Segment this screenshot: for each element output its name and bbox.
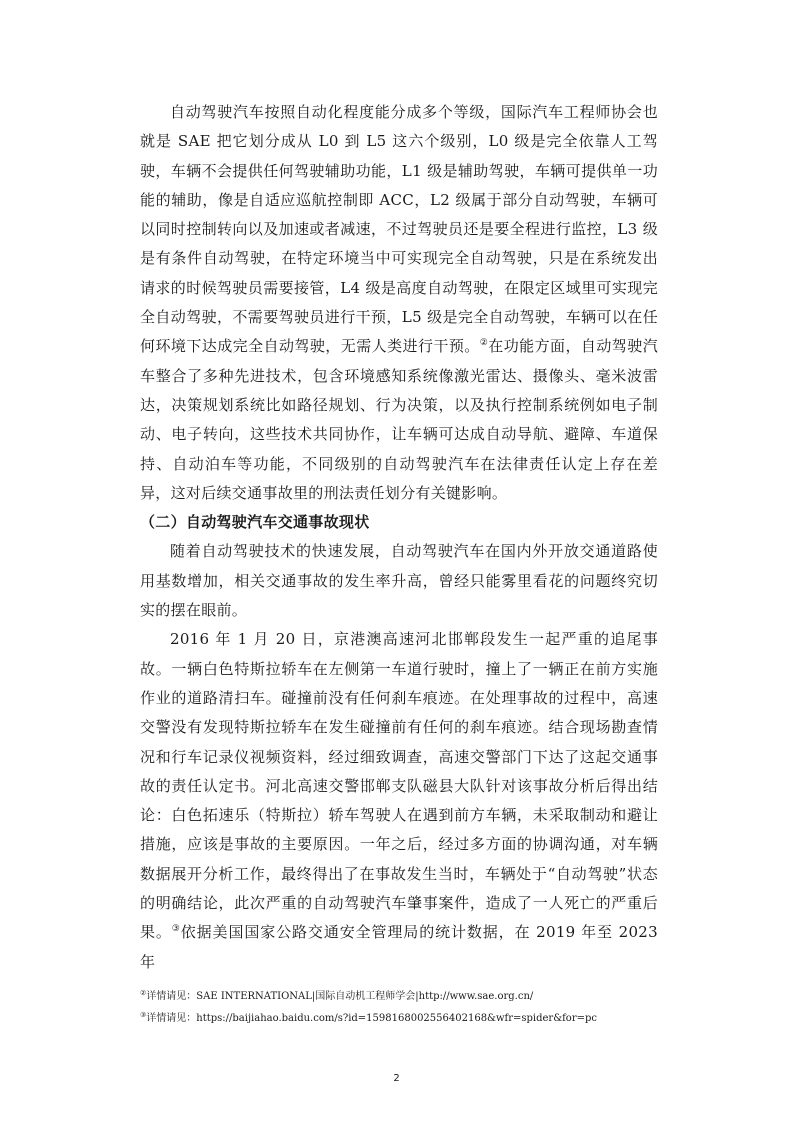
paragraph-text: 依据美国国家公路交通安全管理局的统计数据，在 2019 年至 2023 年 [140,923,658,971]
footnote-ref-2[interactable]: ② [479,338,489,349]
footnote-mark: ② [140,989,147,997]
body-text [140,98,658,977]
footnote-ref-3[interactable]: ③ [171,924,181,935]
footnote-text: 详情请见：https://baijiahao.baidu.com/s?id=1598168002556402168&wfr=spider&for=pc [146,1013,597,1024]
section-heading: （二）自动驾驶汽车交通事故现状 [140,513,370,532]
paragraph-tesla-case [140,625,658,977]
paragraph-text: 自动驾驶汽车按照自动化程度能分成多个等级，国际汽车工程师协会也就是 SAE 把它划分成从 L0 到 L5 这六个级别，L0 级是完全依靠人工驾驶，车辆不会提供任何驾驶辅助功能，L1 级是辅助驾驶，车辆可提供单一功能的辅助，像是自适应巡航控制即 ACC，L2 级属于部分自动驾驶，车辆可以同时控制转向以及加速或者减速，不过驾驶员还是要全程进行监控，L3 级是有条件自动驾驶，在特定环境当中可实现完全自动驾驶，只是在系统发出请求的时候驾驶员需要接管，L4 级是高度自动驾驶，在限定区域里可实现完全自动驾驶，不需要驾驶员进行干预，L5 级是完全自动驾驶，车辆可以在任何环境下达成完全自动驾驶，无需人类进行干预。 [140,103,658,356]
paragraph-autonomy-levels [140,98,658,508]
paragraph-accident-status: 随着自动驾驶技术的快速发展，自动驾驶汽车在国内外开放交通道路使用基数增加，相关交通事故的发生率升高，曾经只能雾里看花的问题终究切实的摆在眼前。 [140,542,658,620]
footnote-3 [140,1008,680,1030]
footnotes [140,986,680,1030]
paragraph-text: 2016 年 1 月 20 日，京港澳高速河北邯郸段发生一起严重的追尾事故。一辆白色特斯拉轿车在左侧第一车道行驶时，撞上了一辆正在前方实施作业的道路清扫车。碰撞前没有任何刹车痕迹。在处理事故的过程中，高速交警没有发现特斯拉轿车在发生碰撞前有任何的刹车痕迹。结合现场勘查情况和行车记录仪视频资料，经过细致调查，高速交警部门下达了这起交通事故的责任认定书。河北高速交警邯郸支队磁县大队针对该事故分析后得出结论：白色拓速乐（特斯拉）轿车驾驶人在遇到前方车辆，未采取制动和避让措施，应该是事故的主要原因。一年之后，经过多方面的协调沟通，对车辆数据展开分析工作，最终得出了在事故发生当时，车辆处于“自动驾驶”状态的明确结论，此次严重的自动驾驶汽车肇事案件，造成了一人死亡的严重后果。 [140,630,658,942]
paragraph-text: 在功能方面，自动驾驶汽车整合了多种先进技术，包含环境感知系统像激光雷达、摄像头、毫米波雷达，决策规划系统比如路径规划、行为决策，以及执行控制系统例如电子制动、电子转向，这些技术共同协作，让车辆可达成自动导航、避障、车道保持、自动泊车等功能，不同级别的自动驾驶汽车在法律责任认定上存在差异，这对后续交通事故里的刑法责任划分有关键影响。 [140,337,658,502]
page-number: 2 [393,1073,400,1084]
footnote-2 [140,986,680,1008]
footnote-text: 详情请见：SAE INTERNATIONAL|国际自动机工程师学会|http://www.sae.org.cn/ [146,991,534,1002]
footnote-mark: ③ [140,1011,147,1019]
